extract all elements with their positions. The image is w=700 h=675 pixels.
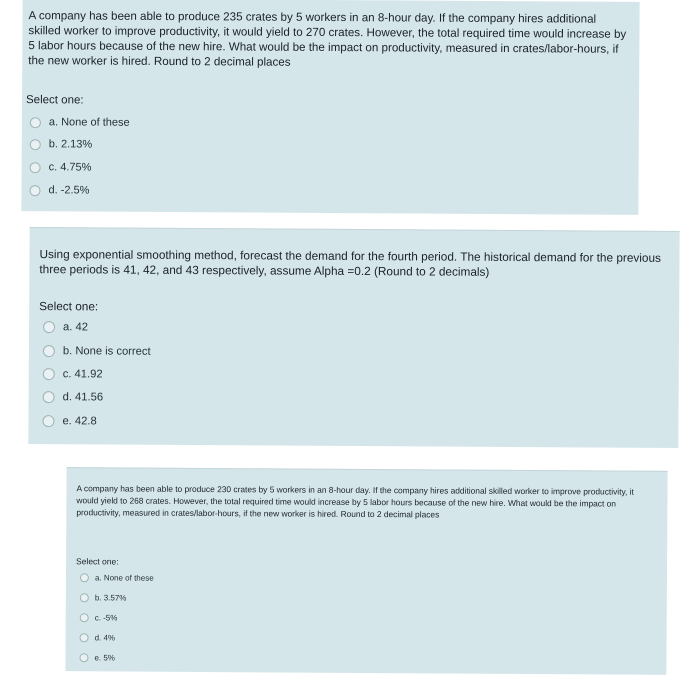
radio-button-icon[interactable] xyxy=(43,368,55,380)
option-e[interactable] xyxy=(79,653,115,662)
radio-button-icon[interactable] xyxy=(30,139,41,150)
question-text: A company has been able to produce 230 crates by 5 workers in an 8-hour day. If the company hires additional skilled worker to improve productivity, it would yield to 268 crates. However, the total required time would increase by 5 labor hours because of the new hire. What would be the impact on productivity, measured in crates/labor-hours, if the new worker is hired. Round to 2 decimal places xyxy=(76,483,634,520)
question-panel-2 xyxy=(28,227,679,448)
radio-button-icon[interactable] xyxy=(80,573,89,582)
radio-button-icon[interactable] xyxy=(80,633,89,642)
option-label: a. None of these xyxy=(48,116,130,129)
option-label: e. 42.8 xyxy=(62,415,97,428)
option-a[interactable] xyxy=(80,573,154,582)
option-c[interactable] xyxy=(30,161,92,173)
radio-button-icon[interactable] xyxy=(80,613,89,622)
radio-button-icon[interactable] xyxy=(30,117,41,128)
radio-button-icon[interactable] xyxy=(42,415,54,427)
radio-button-icon[interactable] xyxy=(43,321,55,333)
option-label: d. 4% xyxy=(94,633,116,643)
option-d[interactable] xyxy=(80,633,116,642)
option-b[interactable] xyxy=(80,593,127,602)
radio-button-icon[interactable] xyxy=(43,345,55,357)
option-b[interactable] xyxy=(30,138,92,150)
option-b[interactable] xyxy=(43,345,151,358)
radio-button-icon[interactable] xyxy=(30,162,41,173)
option-label: b. 3.57% xyxy=(94,593,127,603)
option-label: c. 4.75% xyxy=(48,161,92,174)
question-panel-3 xyxy=(65,467,667,675)
select-one-label: Select one: xyxy=(76,556,119,567)
option-c[interactable] xyxy=(43,368,103,380)
option-label: a. 42 xyxy=(63,321,88,334)
radio-button-icon[interactable] xyxy=(43,391,55,403)
option-label: b. 2.13% xyxy=(48,138,93,151)
radio-button-icon[interactable] xyxy=(80,593,89,602)
question-text: Using exponential smoothing method, forecast the demand for the fourth period. The historical demand for the previous three periods is 41, 42, and 43 respectively, assume Alpha =0.2 (Round to 2 decimals) xyxy=(39,247,661,280)
option-c[interactable] xyxy=(80,613,118,622)
select-one-label: Select one: xyxy=(39,299,99,314)
option-label: c. -5% xyxy=(94,613,118,623)
question-text: A company has been able to produce 235 crates by 5 workers in an 8-hour day. If the company hires additional skilled worker to improve productivity, it would yield to 270 crates. However, the total required time would increase by 5 labor hours because of the new hire. What would be the impact on productivity, measured in crates/labor-hours, if the new worker is hired. Round to 2 decimal places xyxy=(28,9,627,69)
option-label: d. 41.56 xyxy=(62,391,104,404)
radio-button-icon[interactable] xyxy=(79,653,88,662)
panel-top-edge xyxy=(67,467,668,472)
option-e[interactable] xyxy=(42,415,96,427)
option-label: a. None of these xyxy=(94,573,154,583)
panel-top-edge xyxy=(30,227,680,232)
option-a[interactable] xyxy=(43,321,88,333)
option-label: c. 41.92 xyxy=(62,368,103,381)
option-label: b. None is correct xyxy=(62,345,151,358)
select-one-label: Select one: xyxy=(25,94,84,107)
radio-button-icon[interactable] xyxy=(29,185,40,196)
question-panel-1 xyxy=(21,0,639,215)
option-d[interactable] xyxy=(43,391,104,403)
option-d[interactable] xyxy=(29,184,89,196)
option-a[interactable] xyxy=(30,116,130,129)
option-label: e. 5% xyxy=(94,653,115,663)
option-label: d. -2.5% xyxy=(48,184,90,197)
